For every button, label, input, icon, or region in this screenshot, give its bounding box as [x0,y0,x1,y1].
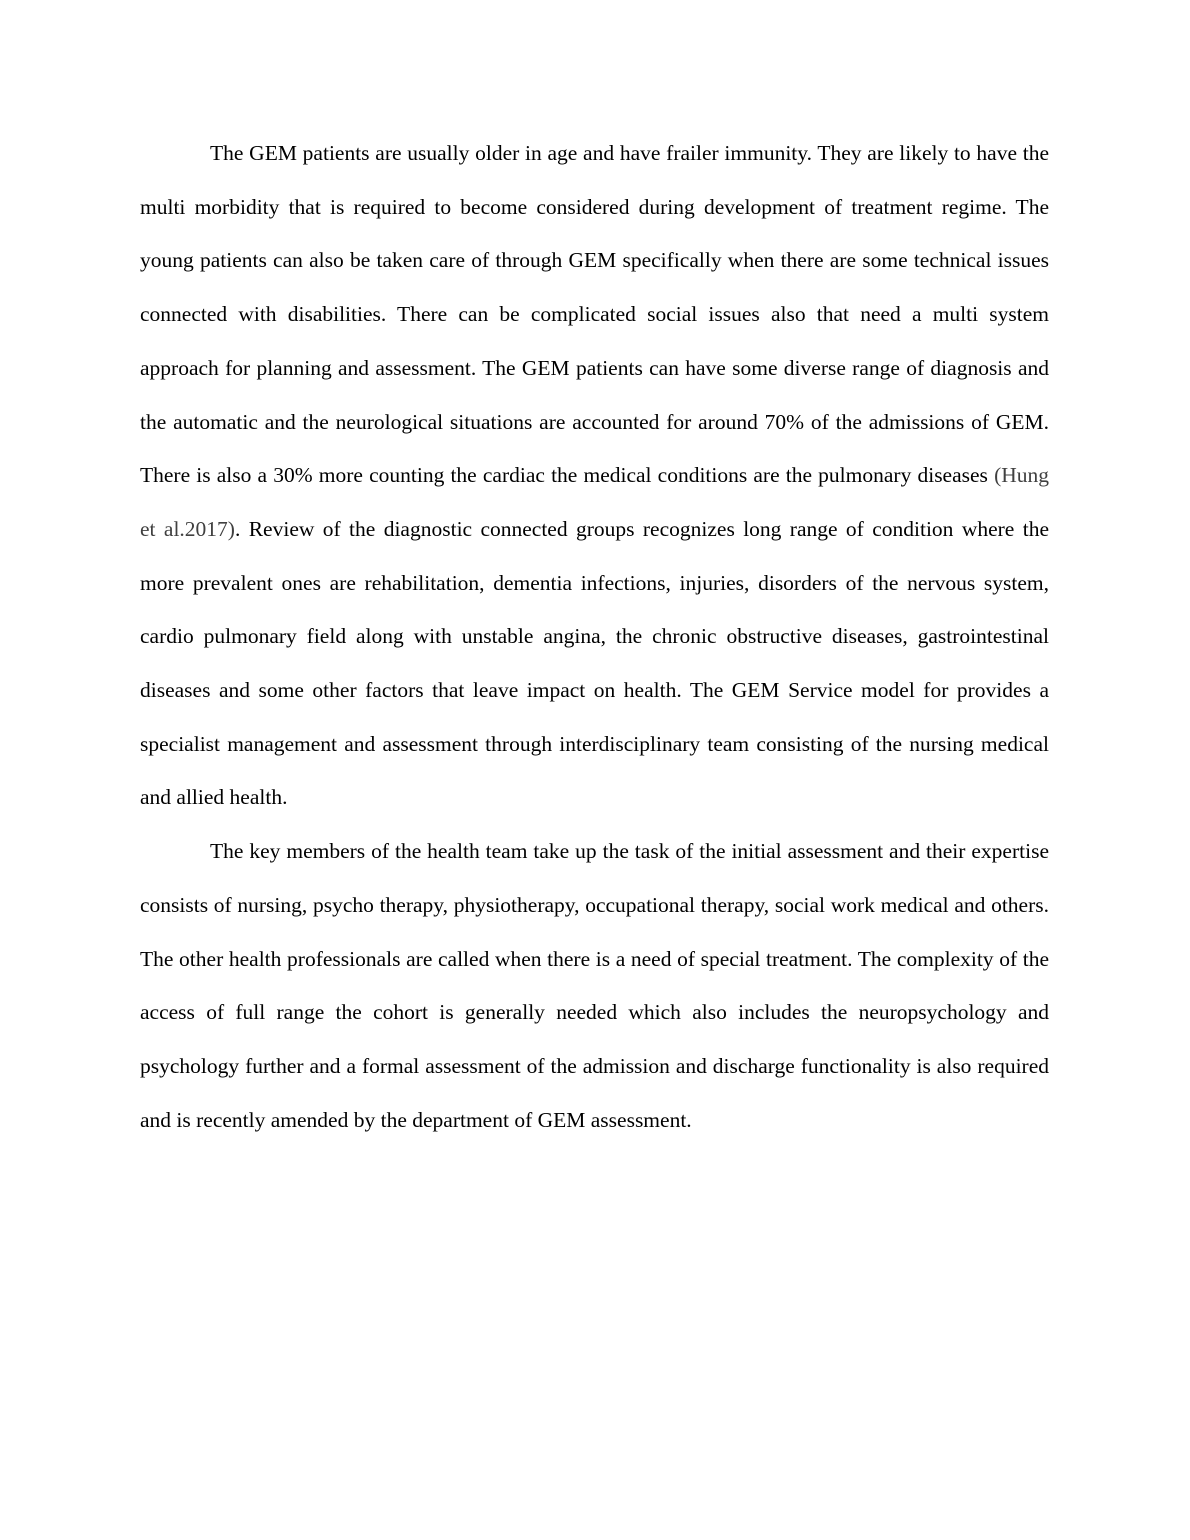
citation-hung-2017: (Hung et al.2017) [140,463,1049,541]
paragraph-1-text-start: The GEM patients are usually older in age and have frailer immunity. They are likely to have the multi morbidity that is required to become considered during development of treatment regime. The young patients can also be taken care of through GEM specifically when there are some technical issues connected with disabilities. There can be complicated social issues also that need a multi system approach for planning and assessment. The GEM patients can have some diverse range of diagnosis and the automatic and the neurological situations are accounted for around 70% of the admissions of GEM. There is also a 30% more counting the cardiac the medical conditions are the pulmonary diseases [140,141,1049,488]
paragraph-1 [140,127,1049,825]
document-body [140,127,1049,1147]
paragraph-1-text-end: . Review of the diagnostic connected groups recognizes long range of condition where the more prevalent ones are rehabilitation, dementia infections, injuries, disorders of the nervous system, cardio pulmonary field along with unstable angina, the chronic obstructive diseases, gastrointestinal diseases and some other factors that leave impact on health. The GEM Service model for provides a specialist management and assessment through interdisciplinary team consisting of the nursing medical and allied health. [140,516,1049,810]
paragraph-2: The key members of the health team take up the task of the initial assessment and their expertise consists of nursing, psycho therapy, physiotherapy, occupational therapy, social work medical and others. The other health professionals are called when there is a need of special treatment. The complexity of the access of full range the cohort is generally needed which also includes the neuropsychology and psychology further and a formal assessment of the admission and discharge functionality is also required and is recently amended by the department of GEM assessment. [140,839,1049,1132]
